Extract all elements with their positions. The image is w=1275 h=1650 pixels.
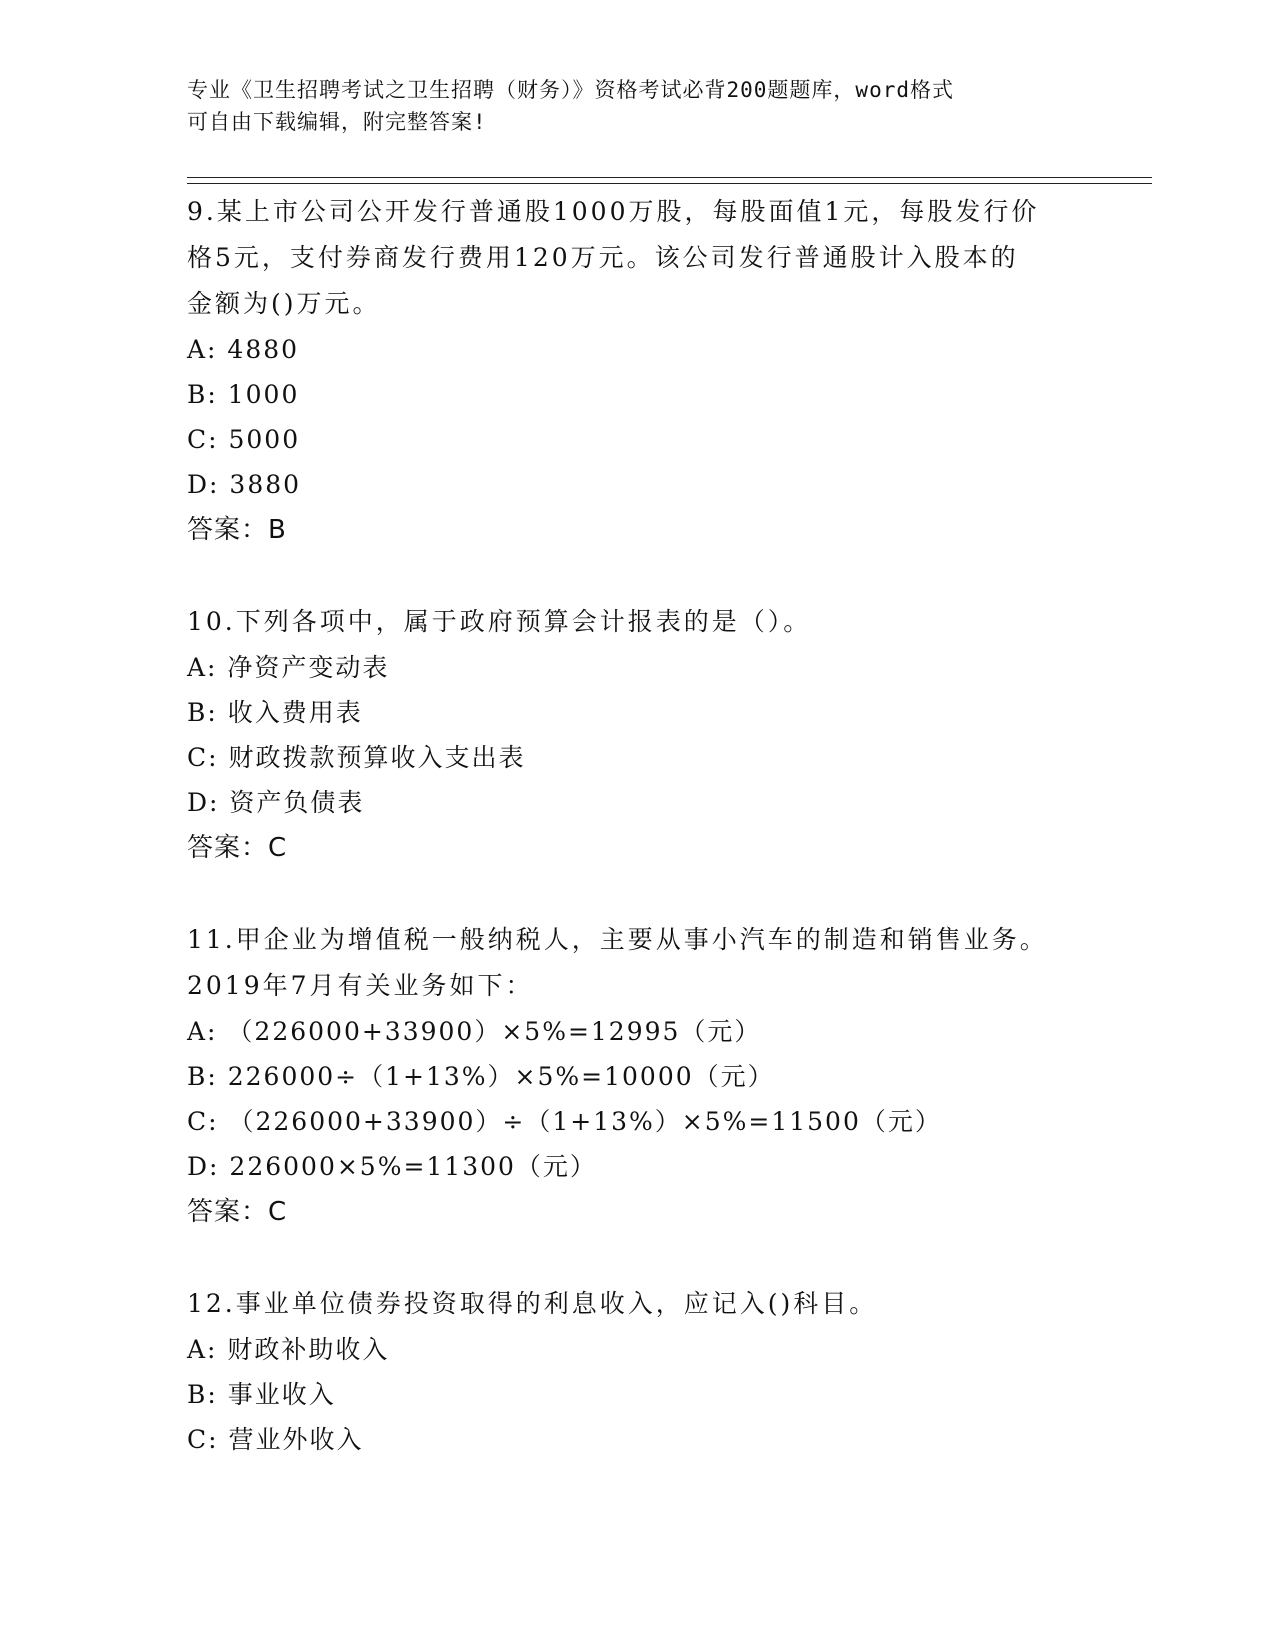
question-11 [187, 917, 1087, 1235]
stem-line: 格5元，支付券商发行费用120万元。该公司发行普通股计入股本的 [187, 243, 1019, 272]
header-divider-bottom [187, 183, 1152, 184]
stem-line: 11.甲企业为增值税一般纳税人，主要从事小汽车的制造和销售业务。 [187, 925, 1048, 954]
stem-line: 10.下列各项中，属于政府预算会计报表的是（）。 [187, 607, 812, 636]
question-stem [187, 1281, 1087, 1327]
option-c: C: 5000 [187, 425, 301, 454]
answer-text: 答案：B [187, 515, 287, 545]
option-c: C: 财政拨款预算收入支出表 [187, 743, 526, 772]
question-stem [187, 599, 1087, 645]
option-b: B: 事业收入 [187, 1380, 336, 1409]
header-divider-top [187, 177, 1152, 178]
header-line-2: 可自由下载编辑，附完整答案! [187, 110, 487, 134]
option-a: A: 财政补助收入 [187, 1335, 390, 1364]
question-12 [187, 1281, 1087, 1462]
option-d: D: 3880 [187, 470, 302, 499]
question-9 [187, 189, 1087, 553]
option-d: D: 226000×5%=11300（元） [187, 1152, 597, 1181]
question-stem [187, 189, 1087, 327]
option-c: C: （226000+33900）÷（1+13%）×5%=11500（元） [187, 1107, 942, 1136]
option-c: C: 营业外收入 [187, 1425, 364, 1454]
option-a: A: 净资产变动表 [187, 653, 390, 682]
question-stem [187, 917, 1087, 1009]
stem-line: 金额为()万元。 [187, 289, 381, 318]
question-list [187, 189, 1087, 1508]
option-a: A: 4880 [187, 335, 300, 364]
option-b: B: 收入费用表 [187, 698, 363, 727]
answer-text: 答案：C [187, 1197, 288, 1227]
answer-text: 答案：C [187, 833, 288, 863]
option-b: B: 1000 [187, 380, 300, 409]
stem-line: 9.某上市公司公开发行普通股1000万股，每股面值1元，每股发行价 [187, 197, 1040, 226]
option-a: A: （226000+33900）×5%=12995（元） [187, 1017, 762, 1046]
question-10 [187, 599, 1087, 871]
header-line-1: 专业《卫生招聘考试之卫生招聘（财务）》资格考试必背200题题库，word格式 [187, 78, 954, 102]
stem-line: 12.事业单位债券投资取得的利息收入，应记入()科目。 [187, 1289, 878, 1318]
document-header [187, 74, 1067, 138]
option-d: D: 资产负债表 [187, 788, 365, 817]
stem-line: 2019年7月有关业务如下： [187, 971, 534, 1000]
option-b: B: 226000÷（1+13%）×5%=10000（元） [187, 1062, 775, 1091]
